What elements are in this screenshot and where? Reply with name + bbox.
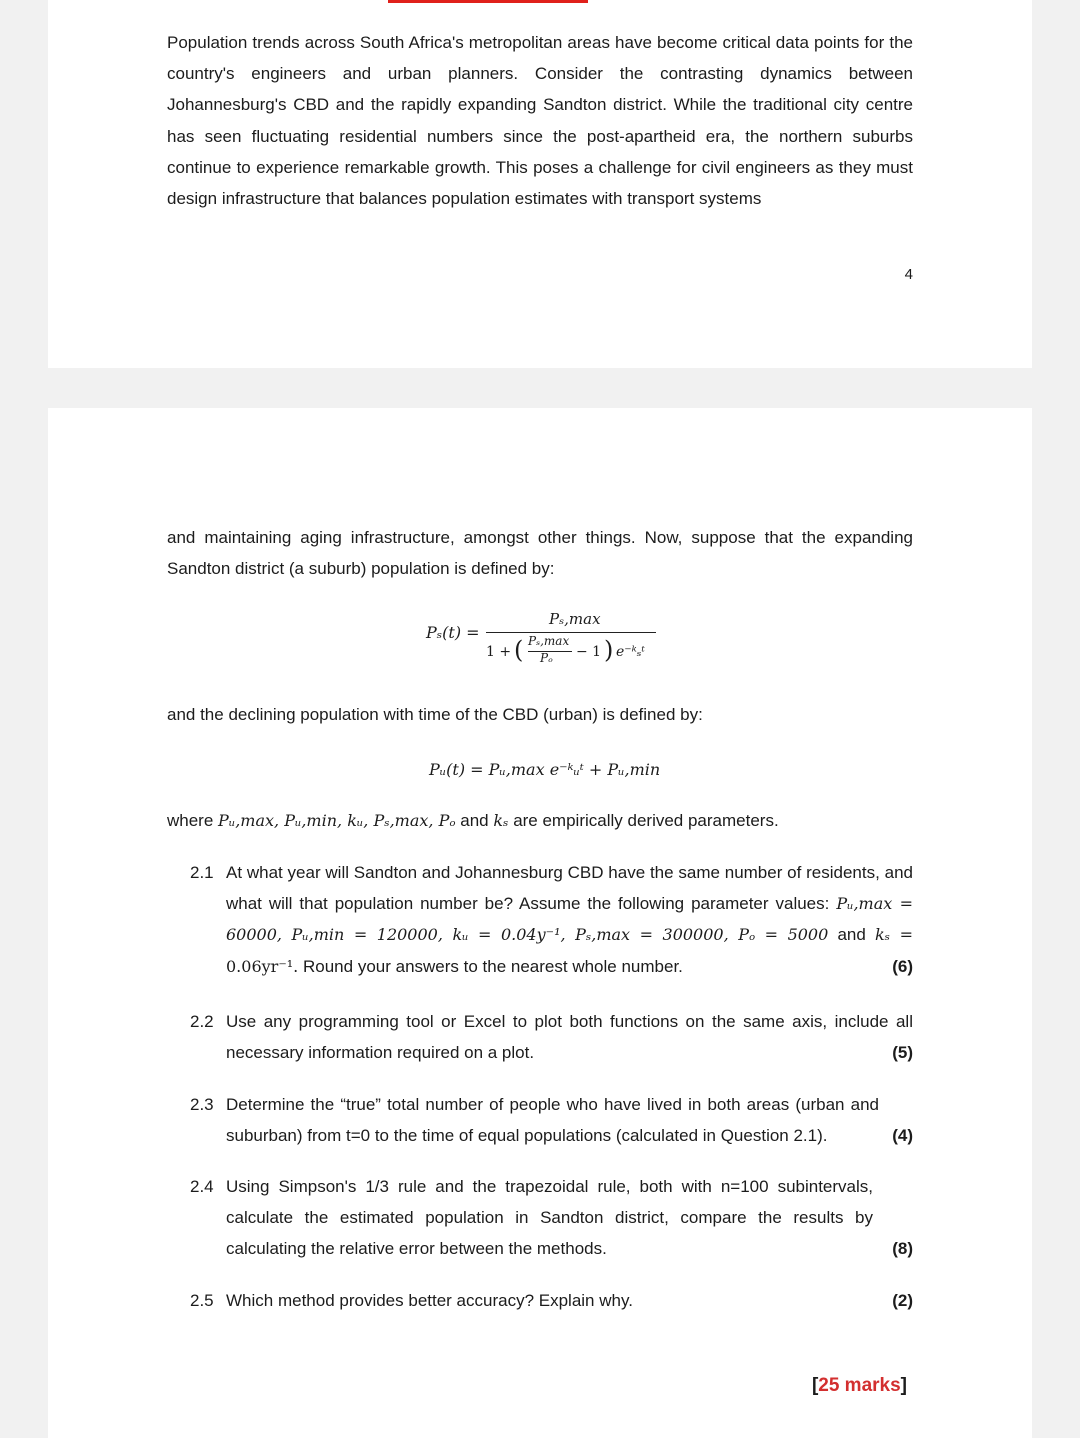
suburb-eq-den-start: 1 + (486, 644, 512, 660)
total-bracket-open: [ (811, 1375, 819, 1396)
question-text: Determine the “true” total number of people who have lived in both areas (urban and suburban) from t=0 to the time of equal populations (calculated in Question 2.1). (226, 1095, 879, 1146)
page-number: 4 (904, 266, 913, 283)
question-params-ks-value: 0.06yr⁻¹. (226, 956, 299, 976)
question-marks: (5) (892, 1043, 913, 1062)
question-2-1 (190, 857, 913, 982)
where-and: and (460, 811, 489, 830)
question-2-3 (190, 1089, 913, 1151)
continuation-paragraph: and maintaining aging infrastructure, amongst other things. Now, suppose that the expanding Sandton district (a suburb) population is defined by: (167, 528, 913, 579)
where-suffix: are empirically derived parameters. (513, 811, 779, 830)
question-2-4 (190, 1171, 913, 1265)
question-params-and: and (837, 925, 866, 945)
suburb-eq-paren-close: ) (604, 636, 614, 664)
suburb-eq-inner-den: Pₒ (540, 651, 553, 665)
suburb-eq-lhs: Pₛ(t) = (426, 623, 480, 642)
page-1 (48, 0, 1032, 368)
question-number: 2.4 (190, 1177, 214, 1196)
question-number: 2.1 (190, 863, 214, 882)
question-marks: (8) (892, 1239, 913, 1258)
question-text-end: Round your answers to the nearest whole number. (303, 956, 683, 976)
question-text: Use any programming tool or Excel to plot both functions on the same axis, include all necessary information required on a plot. (226, 1012, 913, 1063)
question-2-5 (190, 1285, 913, 1316)
question-number: 2.5 (190, 1291, 214, 1310)
question-2-2 (190, 1006, 913, 1068)
suburb-eq-numerator: Pₛ,max (549, 610, 601, 628)
question-marks: (4) (892, 1126, 913, 1145)
where-ks: kₛ (493, 811, 509, 830)
question-number: 2.3 (190, 1095, 214, 1114)
where-prefix: where (167, 811, 214, 830)
total-marks (812, 1375, 907, 1397)
question-text: At what year will Sandton and Johannesburg CBD have the same number of residents, and what will that population number be? Assume the following parameter values: (226, 863, 913, 914)
question-marks: (6) (892, 957, 913, 976)
suburb-eq-fraction-bar (486, 632, 656, 633)
suburb-eq-paren-open: ( (514, 636, 524, 664)
page-2 (48, 408, 1032, 1438)
question-params-ks: kₛ = (874, 925, 913, 945)
suburb-eq-exponent: e⁻ᵏₛᵗ (616, 644, 645, 660)
question-params: Pᵤ,max = 60000, Pᵤ,min = 120000, kᵤ = 0.04y⁻¹, Pₛ,max = 300000, Pₒ = 5000 (226, 894, 913, 945)
where-params: Pᵤ,max, Pᵤ,min, kᵤ, Pₛ,max, Pₒ (218, 811, 456, 830)
question-text: Using Simpson's 1/3 rule and the trapezoidal rule, both with n=100 subintervals, calculate the estimated population in Sandton district, compare the results by calculating the relative error between the methods. (226, 1177, 873, 1259)
intro-paragraph: Population trends across South Africa's metropolitan areas have become critical data points for the country's engineers and urban planners. Consider the contrasting dynamics between Johannesburg's CBD and the rapidly expanding Sandton district. While the traditional city centre has seen fluctuating residential numbers since the post-apartheid era, the northern suburbs continue to experience remarkable growth. This poses a challenge for civil engineers as they must design infrastructure that balances population estimates with transport systems (167, 33, 913, 209)
where-sentence (167, 805, 913, 836)
total-bracket-close: ] (900, 1375, 907, 1396)
question-text: Which method provides better accuracy? Explain why. (226, 1291, 633, 1310)
suburb-eq-inner-num: Pₛ,max (528, 634, 570, 648)
urban-intro: and the declining population with time of the CBD (urban) is defined by: (167, 705, 703, 724)
suburb-eq-den-minus: − 1 (576, 644, 602, 660)
question-marks: (2) (892, 1291, 913, 1310)
header-rule (388, 0, 588, 3)
question-number: 2.2 (190, 1012, 214, 1031)
total-marks-value: 25 marks (818, 1375, 901, 1396)
urban-equation: Pᵤ(t) = Pᵤ,max e⁻ᵏᵤᵗ + Pᵤ,min (429, 760, 661, 779)
